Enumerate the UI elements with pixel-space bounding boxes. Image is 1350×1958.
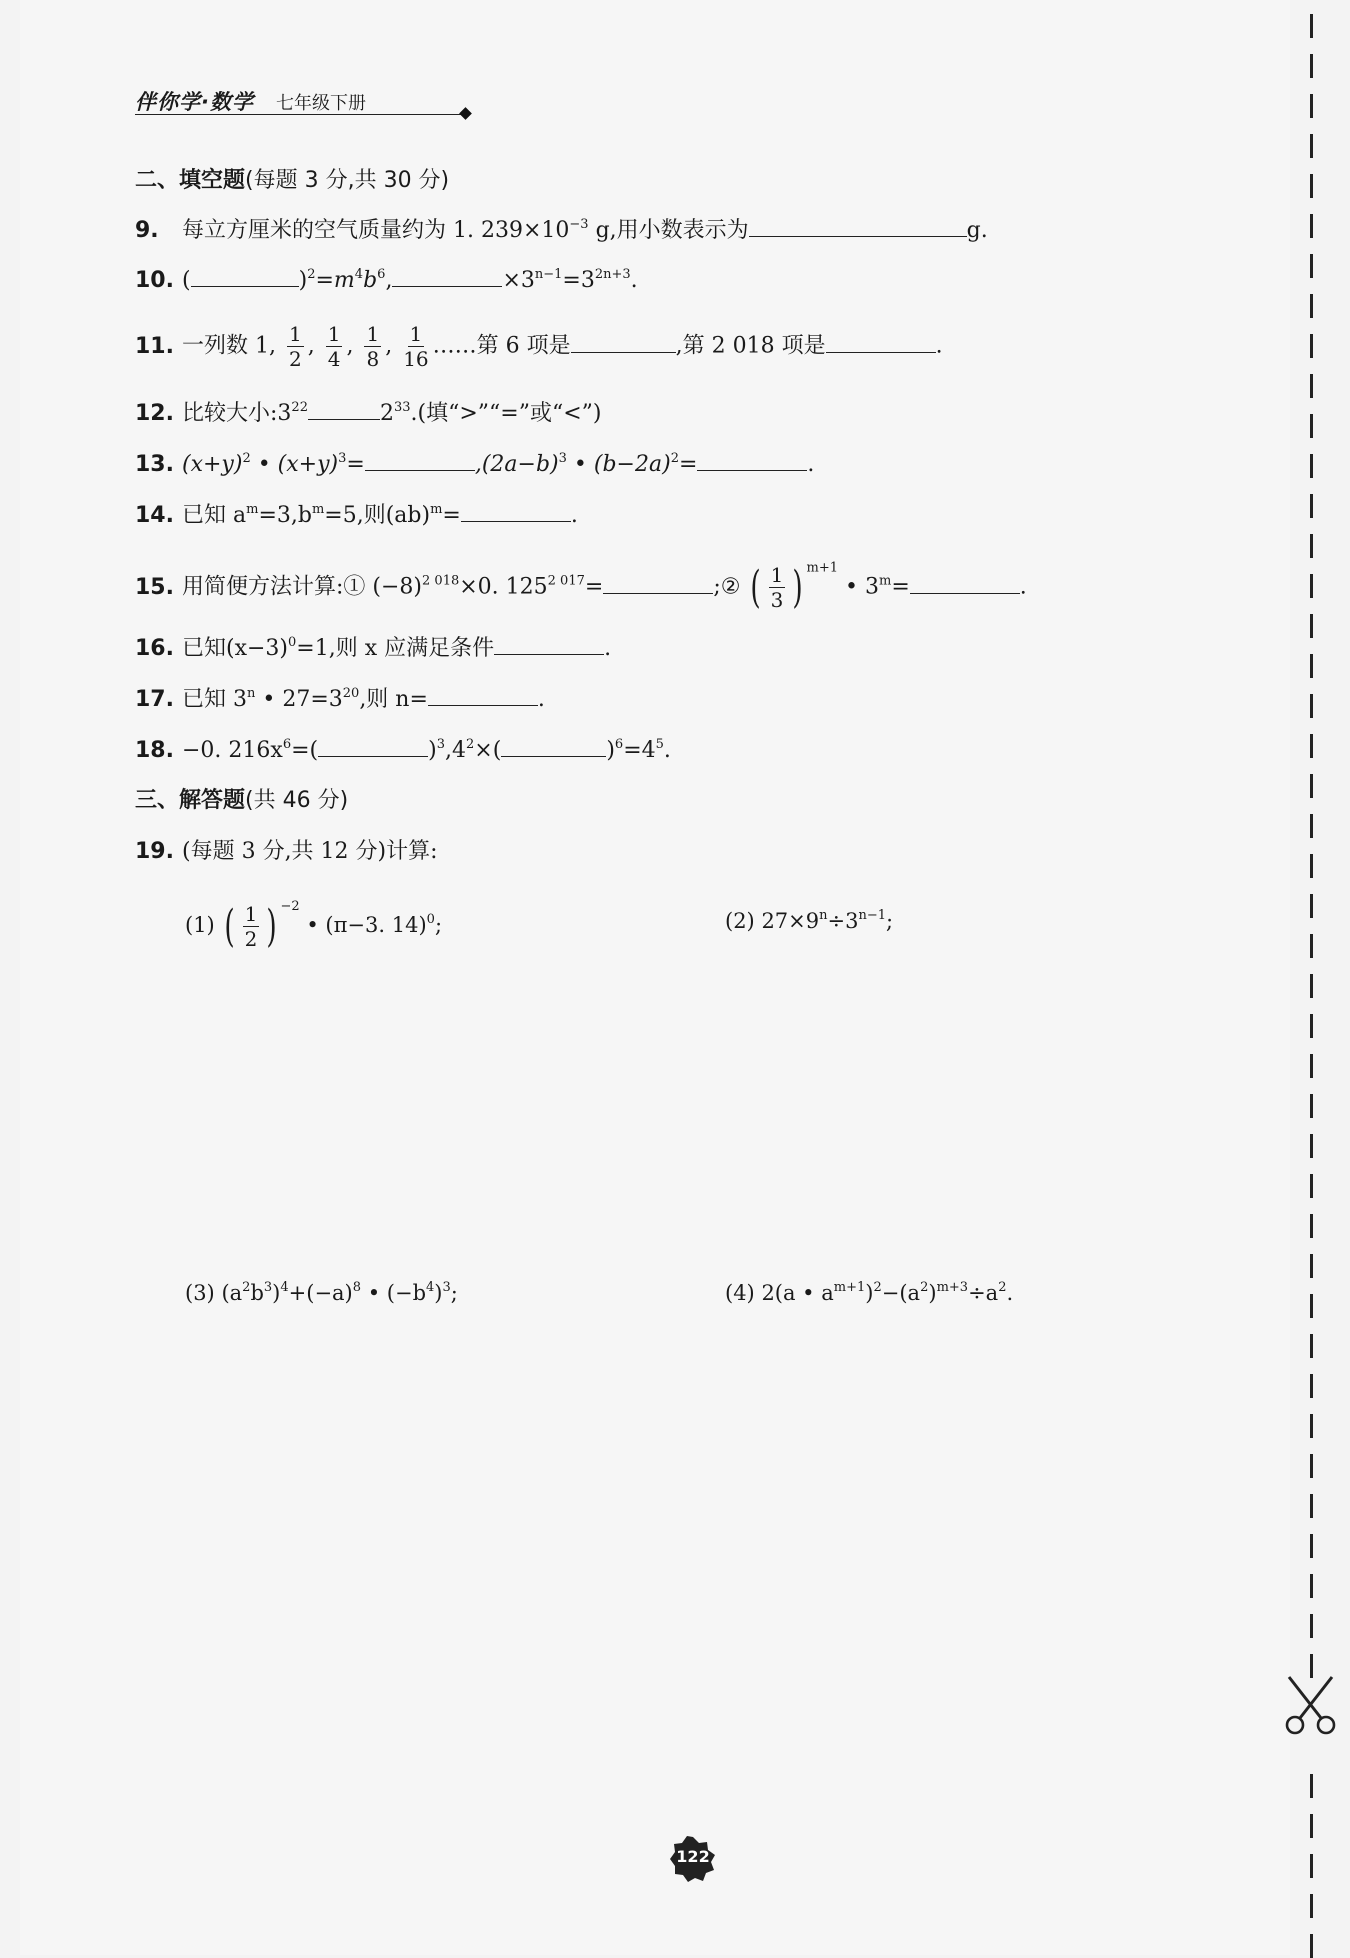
cut-line-dash bbox=[1310, 1174, 1313, 1198]
cut-line-dash bbox=[1310, 1294, 1313, 1318]
cut-line-dash bbox=[1310, 1454, 1313, 1478]
cut-line-dash bbox=[1310, 1134, 1313, 1158]
subquestion-19-4: (4) 2(a • $a^{m+1})^2-(a^2)^{m+3}\div a^2$. bbox=[725, 1280, 1014, 1305]
question-10: 10. ( )$^2=m^4b^6$, $\times 3^{n-1}=3^{2n+3}$. bbox=[135, 264, 638, 298]
cut-line-dash bbox=[1310, 1054, 1313, 1078]
cut-line-dash bbox=[1310, 1854, 1313, 1878]
answer-blank[interactable] bbox=[603, 571, 713, 594]
subquestion-19-3: (3) $(a^2b^3)^4+(-a)^8$ • $(-b^4)^3$; bbox=[185, 1280, 458, 1305]
cut-line-dash bbox=[1310, 14, 1313, 38]
cut-line-dash bbox=[1310, 494, 1313, 518]
cut-line-dash bbox=[1310, 1654, 1313, 1678]
cut-line-dash bbox=[1310, 1814, 1313, 1838]
answer-blank[interactable] bbox=[697, 448, 807, 471]
cut-line-dash bbox=[1310, 574, 1313, 598]
question-12: 12. 比较大小$:3^{22}$ $2^{33}$.(填“>”“=”或“<”) bbox=[135, 397, 601, 431]
cut-line-dash bbox=[1310, 1214, 1313, 1238]
cut-line-dash bbox=[1310, 1774, 1313, 1798]
cut-line-dash bbox=[1310, 534, 1313, 558]
cut-line-dash bbox=[1310, 1094, 1313, 1118]
cut-line-dash bbox=[1310, 1574, 1313, 1598]
answer-blank[interactable] bbox=[494, 632, 604, 655]
cut-line-dash bbox=[1310, 974, 1313, 998]
section-heading-answer: 三、解答题(共 46 分) bbox=[135, 788, 349, 813]
cut-line-dash bbox=[1310, 774, 1313, 798]
fraction: $\frac{1}{16}$ bbox=[403, 322, 429, 371]
subquestion-19-2: (2) $27\times 9^n\div 3^{n-1}$; bbox=[725, 908, 894, 933]
cut-line-dash bbox=[1310, 1374, 1313, 1398]
scissors-icon bbox=[1283, 1672, 1338, 1742]
header-rule bbox=[135, 114, 465, 115]
cut-line-dash bbox=[1310, 334, 1313, 358]
cut-line-dash bbox=[1310, 454, 1313, 478]
cut-line-dash bbox=[1310, 1334, 1313, 1358]
fraction: $\frac{1}{8}$ bbox=[366, 322, 380, 371]
question-15: 15. 用简便方法计算:① $(-8)^{2 018}\times 0$. $125^{2 017}=$ ;② ( $\frac{1}{3}$ ) $^{m+1}$ • $3^m=$ . bbox=[135, 560, 1027, 613]
cut-line-dash bbox=[1310, 1614, 1313, 1638]
running-header bbox=[135, 86, 366, 116]
cut-line-dash bbox=[1310, 814, 1313, 838]
series-title: 伴你学·数学 bbox=[135, 90, 254, 114]
question-16: 16. 已知$(x-3)^0=1$,则 x 应满足条件 . bbox=[135, 632, 611, 666]
answer-blank[interactable] bbox=[428, 683, 538, 706]
answer-blank[interactable] bbox=[365, 448, 475, 471]
cut-line-dash bbox=[1310, 54, 1313, 78]
answer-blank[interactable] bbox=[318, 734, 428, 757]
cut-line-dash bbox=[1310, 1414, 1313, 1438]
fraction: $\frac{1}{2}$ bbox=[244, 902, 258, 951]
fraction: $\frac{1}{4}$ bbox=[327, 322, 341, 371]
question-14: 14. 已知 $a^m=3,b^m=5$,则(ab)$^m$= . bbox=[135, 499, 578, 533]
cut-line-dash bbox=[1310, 1494, 1313, 1518]
cut-line-dash bbox=[1310, 254, 1313, 278]
cut-line-dash bbox=[1310, 1534, 1313, 1558]
cut-line-dash bbox=[1310, 214, 1313, 238]
question-9: 9. 每立方厘米的空气质量约为 1. $239\times 10^{-3}$ g,用小数表示为 g. bbox=[135, 214, 988, 248]
fraction: $\frac{1}{2}$ bbox=[288, 322, 302, 371]
question-19: 19. (每题 3 分,共 12 分)计算: bbox=[135, 839, 438, 864]
cut-line-dash bbox=[1310, 614, 1313, 638]
subquestion-19-1: (1) ( $\frac{1}{2}$ ) $^{-2}$ • (π−3. 14)$^0$; bbox=[185, 899, 443, 952]
question-18: 18. −0. $216x^6=$( )$^3,4^2\times$( )$^6=4^5$. bbox=[135, 734, 671, 768]
cut-line-dash bbox=[1310, 654, 1313, 678]
cut-line-dash bbox=[1310, 894, 1313, 918]
page-number: 122 bbox=[676, 1847, 710, 1866]
question-17: 17. 已知 3$^n$ • $27=3^{20}$,则 n= . bbox=[135, 683, 545, 717]
cut-line-dash bbox=[1310, 934, 1313, 958]
question-11: 11. 一列数 1, $\frac{1}{2}$ , $\frac{1}{4}$ , $\frac{1}{8}$ , $\frac{1}{16}$ ……第 6 项是 ,第 2 018 项是 . bbox=[135, 322, 943, 371]
answer-blank[interactable] bbox=[191, 264, 299, 287]
cut-line-dash bbox=[1310, 1934, 1313, 1958]
answer-blank[interactable] bbox=[392, 264, 502, 287]
fraction: $\frac{1}{3}$ bbox=[770, 563, 784, 612]
cut-line-dash bbox=[1310, 1014, 1313, 1038]
answer-blank[interactable] bbox=[571, 330, 676, 353]
cut-line-dash bbox=[1310, 94, 1313, 118]
answer-blank[interactable] bbox=[501, 734, 606, 757]
cut-line-dash bbox=[1310, 734, 1313, 758]
cut-line-dash bbox=[1310, 1894, 1313, 1918]
cut-line-dash bbox=[1310, 174, 1313, 198]
cut-line-dash bbox=[1310, 374, 1313, 398]
answer-blank[interactable] bbox=[910, 571, 1020, 594]
grade-label: 七年级下册 bbox=[275, 93, 366, 114]
cut-line-dash bbox=[1310, 134, 1313, 158]
section-heading-fill-blank: 二、填空题(每题 3 分,共 30 分) bbox=[135, 168, 450, 193]
cut-line-dash bbox=[1310, 294, 1313, 318]
answer-blank[interactable] bbox=[461, 499, 571, 522]
answer-blank[interactable] bbox=[749, 214, 967, 237]
answer-blank[interactable] bbox=[826, 330, 936, 353]
cut-line-dash bbox=[1310, 414, 1313, 438]
question-13: 13. $(x+y)^2$ • $(x+y)^3= ,(2a-b)^3$ • $(b-2a)^2=$ . bbox=[135, 448, 814, 482]
answer-blank[interactable] bbox=[308, 397, 380, 420]
cut-line-dash bbox=[1310, 694, 1313, 718]
cut-line-dash bbox=[1310, 1254, 1313, 1278]
cut-line-dash bbox=[1310, 854, 1313, 878]
